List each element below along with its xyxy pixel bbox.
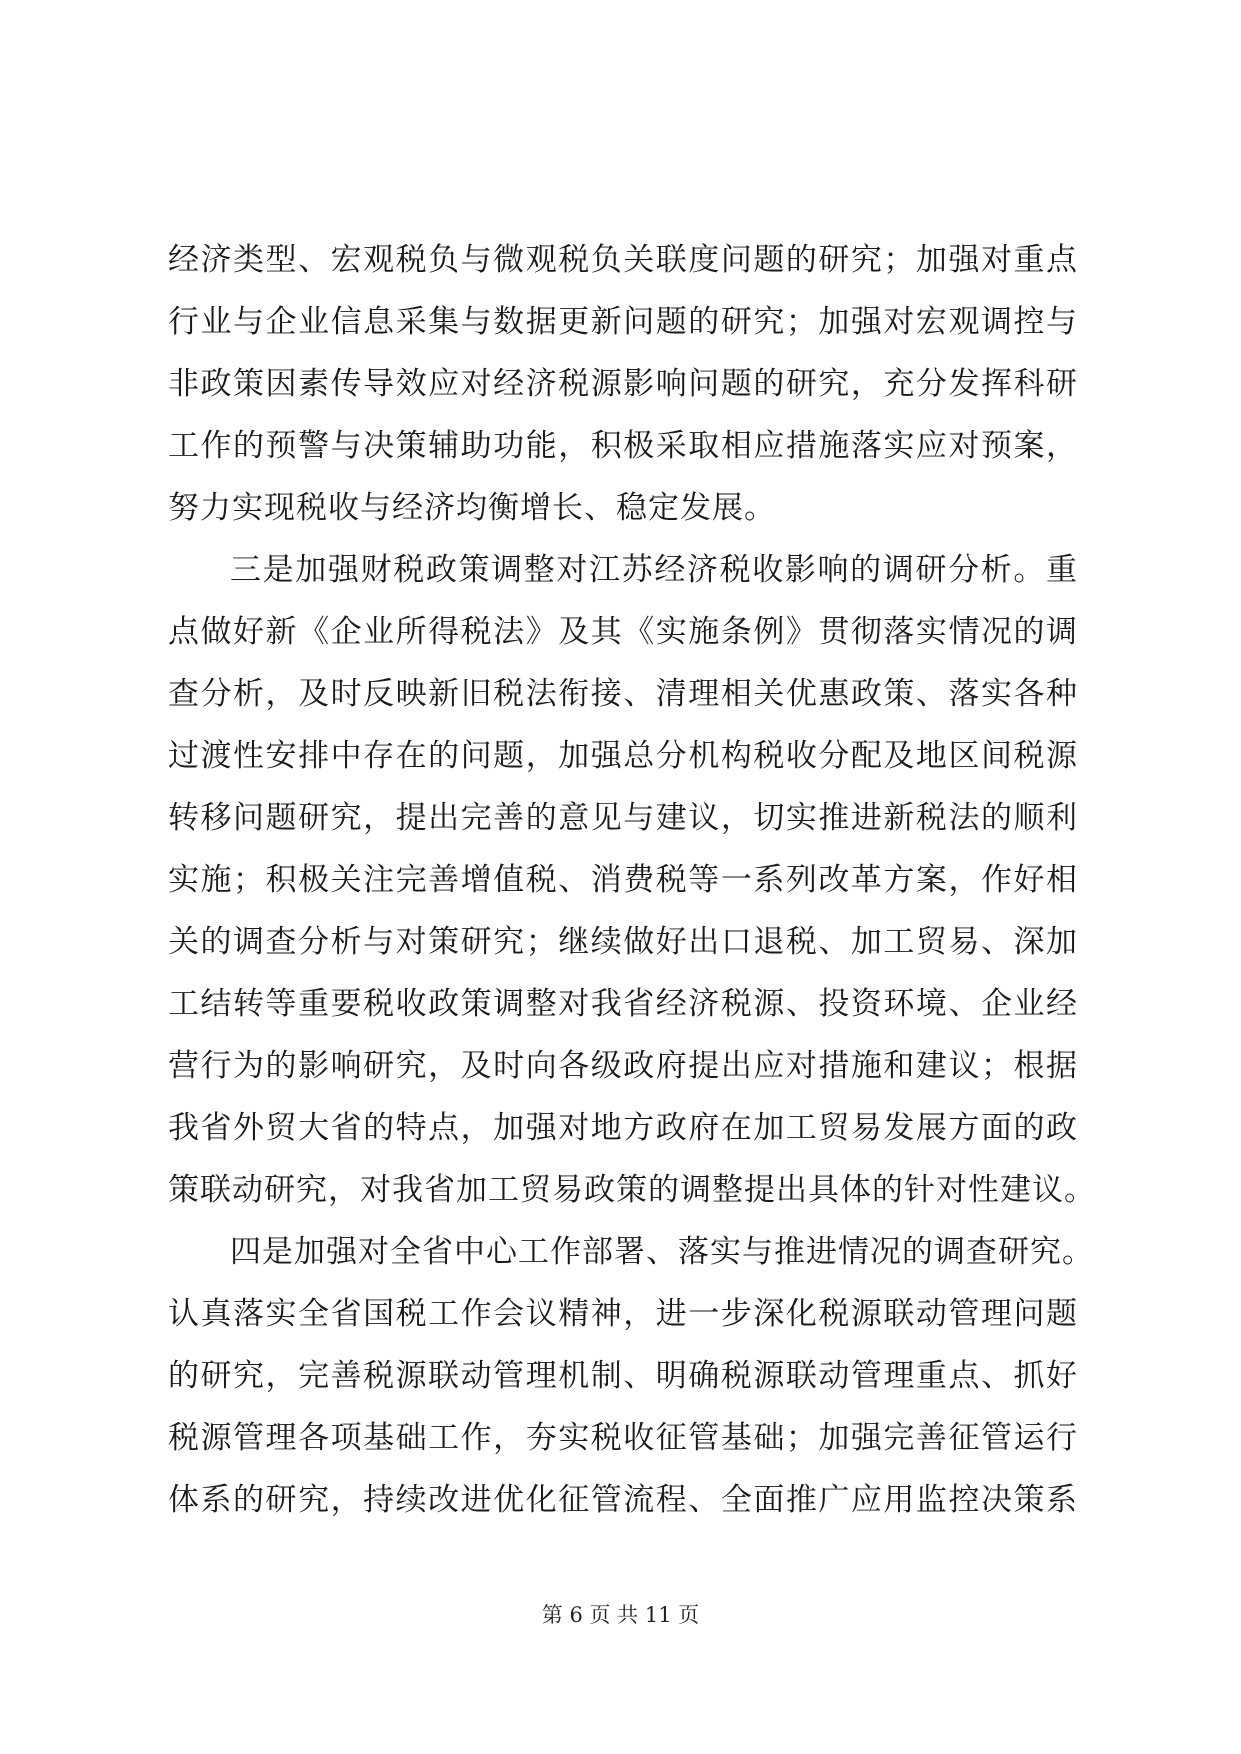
text-line: 转移问题研究，提出完善的意见与建议，切实推进新税法的顺利 [168, 800, 1078, 836]
text-line: 关的调查分析与对策研究；继续做好出口退税、加工贸易、深加 [168, 924, 1078, 960]
text-line: 三是加强财税政策调整对江苏经济税收影响的调研分析。重 [230, 552, 1078, 588]
text-line: 体系的研究，持续改进优化征管流程、全面推广应用监控决策系 [168, 1482, 1078, 1518]
text-line: 实施；积极关注完善增值税、消费税等一系列改革方案，作好相 [168, 862, 1078, 898]
text-line: 工作的预警与决策辅助功能，积极采取相应措施落实应对预案， [168, 428, 1078, 464]
text-line: 经济类型、宏观税负与微观税负关联度问题的研究；加强对重点 [168, 242, 1078, 278]
text-line: 的研究，完善税源联动管理机制、明确税源联动管理重点、抓好 [168, 1358, 1078, 1394]
text-line: 过渡性安排中存在的问题，加强总分机构税收分配及地区间税源 [168, 738, 1078, 774]
text-line: 营行为的影响研究，及时向各级政府提出应对措施和建议；根据 [168, 1048, 1078, 1084]
text-line: 认真落实全省国税工作会议精神，进一步深化税源联动管理问题 [168, 1296, 1078, 1332]
text-line: 策联动研究，对我省加工贸易政策的调整提出具体的针对性建议。 [168, 1172, 1096, 1208]
text-line: 税源管理各项基础工作，夯实税收征管基础；加强完善征管运行 [168, 1420, 1078, 1456]
text-line: 行业与企业信息采集与数据更新问题的研究；加强对宏观调控与 [168, 304, 1078, 340]
text-line: 点做好新《企业所得税法》及其《实施条例》贯彻落实情况的调 [168, 614, 1078, 650]
body-text [168, 229, 1096, 1531]
text-line: 努力实现税收与经济均衡增长、稳定发展。 [168, 490, 776, 526]
text-line: 我省外贸大省的特点，加强对地方政府在加工贸易发展方面的政 [168, 1110, 1078, 1146]
text-line: 工结转等重要税收政策调整对我省经济税源、投资环境、企业经 [168, 986, 1078, 1022]
text-line: 非政策因素传导效应对经济税源影响问题的研究，充分发挥科研 [168, 366, 1078, 402]
page-footer: 第 6 页 共 11 页 [541, 1603, 700, 1627]
text-line: 查分析，及时反映新旧税法衔接、清理相关优惠政策、落实各种 [168, 676, 1078, 712]
text-line: 四是加强对全省中心工作部署、落实与推进情况的调查研究。 [230, 1234, 1094, 1270]
